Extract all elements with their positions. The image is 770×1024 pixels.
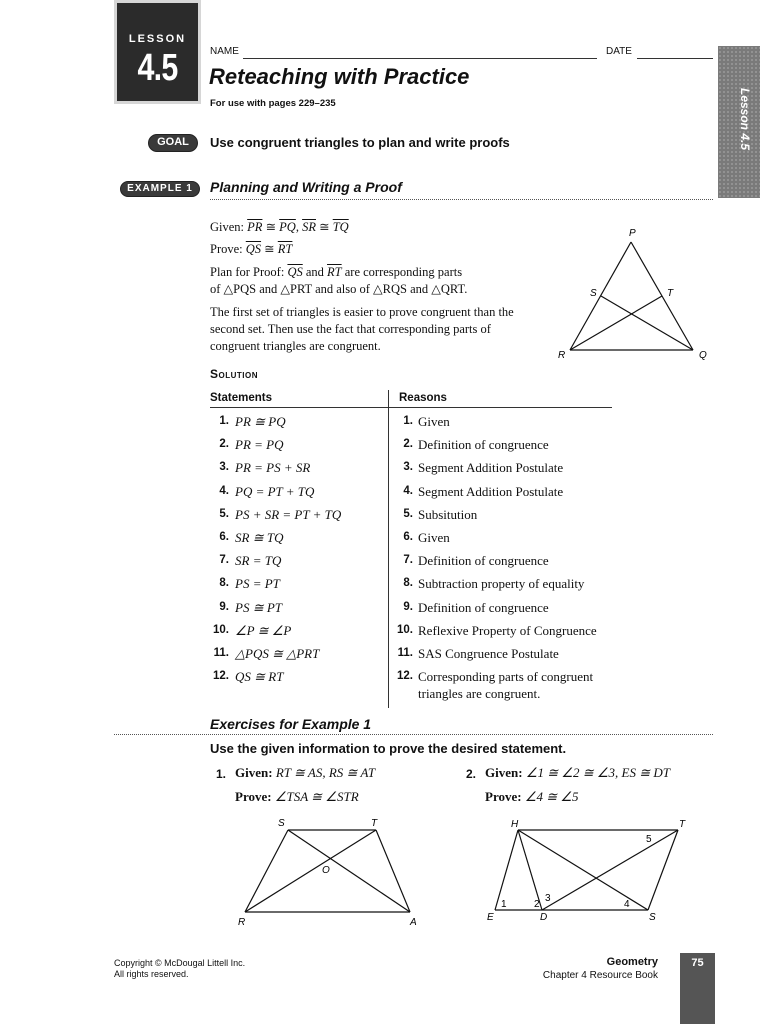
statements-header: Statements — [210, 392, 272, 404]
goal-badge: GOAL — [148, 134, 198, 152]
reason-text: Subtraction property of equality — [418, 576, 585, 591]
ex2-number: 2. — [466, 767, 477, 781]
statement-text: PR = PS + SR — [235, 460, 311, 475]
statement-number: 6. — [219, 531, 229, 543]
segment-sr — [245, 830, 288, 912]
ex1-given — [235, 765, 375, 781]
ex2-prove-text: ∠4 ≅ ∠5 — [524, 789, 579, 804]
example-title: Planning and Writing a Proof — [210, 179, 402, 195]
statement-text: PR = PQ — [235, 437, 284, 452]
reasons-header: Reasons — [399, 392, 447, 404]
ex1-prove-label: Prove: — [235, 789, 272, 804]
statement-number: 11. — [213, 647, 229, 659]
label-d: D — [540, 912, 548, 923]
statement-text: PQ = PT + TQ — [235, 484, 315, 499]
statement-number: 2. — [219, 438, 229, 450]
angle-label-2: 2 — [534, 899, 540, 910]
given-seg4: $\overline{TQ}$ — [332, 220, 349, 234]
label-t: T — [371, 818, 378, 829]
given-seg2: $\overline{PQ}$ — [279, 220, 296, 234]
table-column-divider — [388, 390, 389, 708]
name-field-line[interactable] — [243, 58, 597, 59]
pages-note: For use with pages 229–235 — [210, 98, 336, 109]
plan-line-2: of △PQS and △PRT and also of △RQS and △QRT. — [210, 282, 468, 296]
statement-text: ∠P ≅ ∠P — [235, 623, 292, 638]
statement-number: 5. — [219, 508, 229, 520]
date-label: DATE — [606, 46, 632, 57]
statement-number: 7. — [219, 554, 229, 566]
plan-and: and — [305, 265, 324, 279]
given-label: Given: — [210, 220, 245, 234]
side-tab — [718, 46, 760, 198]
segment-hs — [518, 830, 648, 910]
segment-tr — [245, 830, 376, 912]
exercises-instruction: Use the given information to prove the desired statement. — [210, 741, 567, 756]
segment-ts — [648, 830, 678, 910]
ex2-given-text: ∠1 ≅ ∠2 ≅ ∠3, ES ≅ DT — [525, 765, 671, 780]
book-info — [500, 956, 658, 982]
segment-ta — [376, 830, 410, 912]
plan-paragraph: The first set of triangles is easier to prove congruent than the second set. Then use the fact that corresponding parts of congruent triangles are congruent. — [210, 305, 514, 353]
ex1-figure — [230, 815, 430, 930]
reason-text: Definition of congruence — [418, 600, 549, 615]
reason-text: Given — [418, 414, 450, 429]
page-title: Reteaching with Practice — [209, 64, 470, 89]
ex1-prove — [235, 789, 359, 805]
label-r: R — [558, 350, 566, 361]
angle-label-3: 3 — [545, 893, 551, 904]
reason-text: Definition of congruence — [418, 553, 549, 568]
exercises-divider — [114, 734, 713, 735]
book-title: Geometry — [606, 956, 658, 968]
ex1-given-label: Given: — [235, 765, 273, 780]
copyright-line-2: All rights reserved. — [114, 969, 189, 979]
ex1-given-text: RT ≅ AS, RS ≅ AT — [275, 765, 376, 780]
solution-heading: Solution — [210, 367, 258, 381]
ex1-number: 1. — [216, 767, 227, 781]
ex2-prove-label: Prove: — [485, 789, 522, 804]
given-line: Given: $\overline{PR}$ ≅ $\overline{PQ}$, $\overline{SR}$ ≅ $\overline{TQ}$ — [210, 220, 349, 234]
statement-text: PS ≅ PT — [235, 600, 283, 615]
statement-number: 4. — [219, 485, 229, 497]
statement-text: SR ≅ TQ — [235, 530, 284, 545]
segment-he — [495, 830, 518, 910]
statement-number: 12. — [213, 670, 229, 682]
segment-td — [542, 830, 678, 910]
reason-text: Subsitution — [418, 507, 478, 522]
name-label: NAME — [210, 46, 239, 57]
reason-number: 12. — [397, 670, 413, 682]
table-header-rule — [210, 407, 612, 408]
label-a: A — [410, 917, 417, 928]
prove-line: Prove: $\overline{QS}$ ≅ $\overline{RT}$ — [210, 242, 293, 256]
prove-label: Prove: — [210, 242, 243, 256]
reason-text: Corresponding parts of congruent — [418, 669, 594, 684]
label-t: T — [679, 819, 686, 830]
statement-number: 8. — [219, 577, 229, 589]
reason-text: Segment Addition Postulate — [418, 460, 564, 475]
label-t: T — [667, 288, 674, 299]
reason-number: 9. — [403, 601, 413, 613]
label-h: H — [511, 819, 519, 830]
reason-number: 8. — [403, 577, 413, 589]
lesson-block — [114, 0, 201, 104]
statement-number: 10. — [213, 624, 229, 636]
statement-text: △PQS ≅ △PRT — [235, 646, 320, 661]
lesson-word: LESSON — [128, 33, 187, 45]
side-pr — [570, 242, 631, 350]
ex2-given — [485, 765, 670, 781]
reason-text: Given — [418, 530, 450, 545]
prove-seg1: $\overline{QS}$ — [245, 242, 262, 256]
book-subtitle: Chapter 4 Resource Book — [542, 970, 658, 981]
reason-number: 6. — [403, 531, 413, 543]
goal-text: Use congruent triangles to plan and write proofs — [210, 135, 510, 150]
plan-prefix: Plan for Proof: — [210, 265, 285, 279]
reason-number: 11. — [397, 647, 413, 659]
label-s: S — [590, 288, 597, 299]
statement-text: SR = TQ — [235, 553, 282, 568]
given-seg3: $\overline{SR}$ — [302, 220, 316, 234]
label-o: O — [322, 865, 330, 876]
side-tab-label: Lesson 4.5 — [738, 88, 752, 151]
label-e: E — [487, 912, 494, 923]
plan-seg1: $\overline{QS}$ — [287, 265, 303, 279]
example-badge: EXAMPLE 1 — [120, 181, 200, 197]
angle-label-1: 1 — [501, 899, 507, 910]
reason-number: 10. — [397, 624, 413, 636]
segment-tr — [570, 296, 662, 350]
statement-number: 9. — [219, 601, 229, 613]
label-r: R — [238, 917, 246, 928]
ex1-prove-text: ∠TSA ≅ ∠STR — [274, 789, 359, 804]
angle-label-4: 4 — [624, 899, 630, 910]
statement-text: PS + SR = PT + TQ — [235, 507, 342, 522]
reason-text-continued: triangles are congruent. — [418, 686, 541, 701]
segment-sa — [288, 830, 410, 912]
given-seg1: $\overline{PR}$ — [247, 220, 263, 234]
reason-text: Definition of congruence — [418, 437, 549, 452]
statement-text: PS = PT — [235, 576, 280, 591]
statement-number: 1. — [219, 415, 229, 427]
reason-number: 7. — [403, 554, 413, 566]
copyright — [114, 958, 245, 980]
ex2-prove — [485, 789, 579, 805]
reason-number: 4. — [403, 485, 413, 497]
ex2-figure — [480, 815, 700, 930]
label-p: P — [629, 228, 636, 239]
statement-text: PR ≅ PQ — [235, 414, 286, 429]
reason-number: 1. — [403, 415, 413, 427]
copyright-line-1: Copyright © McDougal Littell Inc. — [114, 958, 246, 968]
page-number: 75 — [691, 957, 704, 969]
prove-seg2: $\overline{RT}$ — [277, 242, 293, 256]
example-triangle-figure — [550, 222, 720, 362]
reason-number: 2. — [403, 438, 413, 450]
reason-text: Reflexive Property of Congruence — [418, 623, 597, 638]
ex2-given-label: Given: — [485, 765, 523, 780]
reason-number: 5. — [403, 508, 413, 520]
reason-text: SAS Congruence Postulate — [418, 646, 559, 661]
statement-number: 3. — [219, 461, 229, 473]
statement-text: QS ≅ RT — [235, 669, 284, 684]
exercises-title: Exercises for Example 1 — [210, 716, 372, 732]
plan-seg2: $\overline{RT}$ — [327, 265, 342, 279]
reason-number: 3. — [403, 461, 413, 473]
angle-label-5: 5 — [646, 834, 652, 845]
plan-line-1 — [210, 264, 462, 281]
plan-suffix: are corresponding parts — [344, 265, 463, 279]
label-q: Q — [699, 350, 707, 361]
example-divider — [210, 199, 713, 200]
reason-text: Segment Addition Postulate — [418, 484, 564, 499]
label-s: S — [649, 912, 656, 923]
segment-sq — [601, 296, 693, 350]
date-field-line[interactable] — [637, 58, 713, 59]
label-s: S — [278, 818, 285, 829]
lesson-number: 4.5 — [137, 47, 178, 89]
